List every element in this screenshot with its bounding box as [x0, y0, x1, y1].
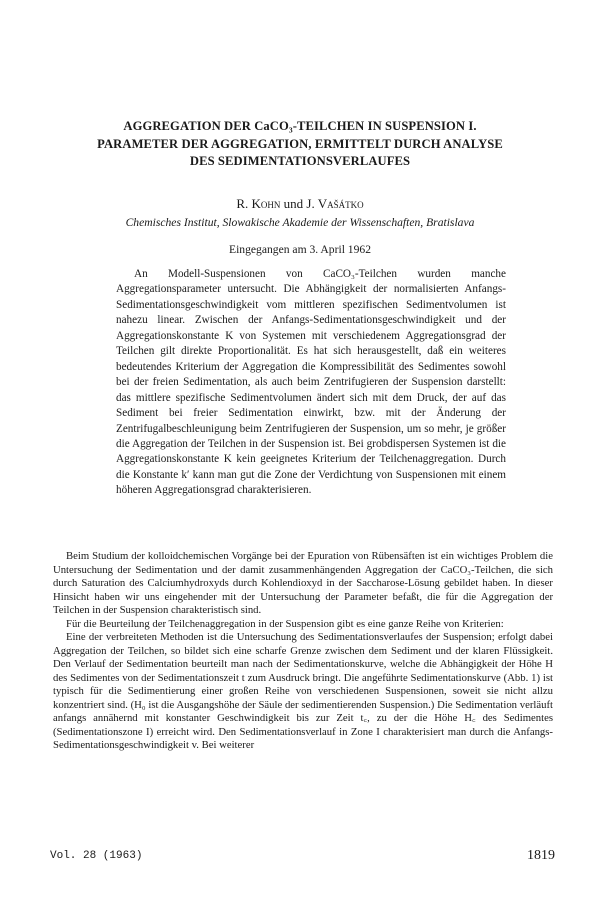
author-1: R. Kohn [236, 196, 281, 211]
body-text [53, 550, 553, 753]
received-date: Eingegangen am 3. April 1962 [229, 243, 371, 256]
author-2: J. Vašátko [306, 196, 364, 211]
article-title-line-2: PARAMETER DER AGGREGATION, ERMITTELT DURCH ANALYSE [97, 137, 503, 151]
body-paragraph-1: Beim Studium der kolloidchemischen Vorgänge bei der Epuration von Rübensäften ist ein wichtiges Problem die Untersuchung der Sedimentation und der damit zusammenhängenden Aggregation der CaCO₃-Teilchen, die sich durch Saturation des Calciumhydroxyds durch Kohlendioxyd in der Saccharose-Lösung gebildet haben. In dieser Hinsicht haben wir uns eingehender mit der Untersuchung der Parameter befaßt, die für die Aggregation der Teilchen in der Suspension charakteristisch sind. [53, 550, 553, 616]
body-paragraph-3: Eine der verbreiteten Methoden ist die Untersuchung des Sedimentationsverlaufes der Suspension; erfolgt dabei Aggregation der Teilchen, so bildet sich eine scharfe Grenze zwischen dem Sediment und der klaren Flüssigkeit. Den Verlauf der Sedimentation beurteilt man nach der Sedimentationskurve, welche die Abhängigkeit der Höhe H des Sedimentes von der Sedimentationszeit t zum Ausdruck bringt. Die angeführte Sedimentationskurve (Abb. 1) ist typisch für die Sedimentierung einer großen Reihe von verschiedenen Suspensionen, soweit sie nicht allzu konzentriert sind. (H₀ ist die Ausgangshöhe der Säule der sedimentierenden Suspension.) Die Sedimentation verläuft anfangs annähernd mit konstanter Geschwindigkeit bis zur Zeit t꜀, zu der die Höhe H꜀ des Sedimentes (Sedimentationszone I) erreicht wird. Den Sedimentationsverlauf in Zone I charakterisiert man durch die Anfangs-Sedimentationsgeschwindigkeit v. Bei weiterer [53, 631, 553, 751]
authors [0, 196, 600, 212]
body-paragraph-2: Für die Beurteilung der Teilchenaggregation in der Suspension gibt es eine ganze Reihe von Kriterien: [66, 617, 504, 630]
page-footer [50, 848, 555, 868]
article-title-line-1: AGGREGATION DER CaCO₃-TEILCHEN IN SUSPENSION I. [123, 119, 477, 133]
author-conjunction: und [283, 196, 304, 211]
article-title-line-3: DES SEDIMENTATIONSVERLAUFES [189, 154, 411, 168]
page-number: 1819 [527, 848, 555, 863]
journal-volume: Vol. 28 (1963) [50, 850, 143, 862]
affiliation: Chemisches Institut, Slowakische Akademie der Wissenschaften, Bratislava [125, 216, 475, 229]
abstract: An Modell-Suspensionen von CaCO₃-Teilchen wurden manche Aggregationsparameter untersucht. Die Abhängigkeit der normalisierten Anfangs-Sedimentationsgeschwindigkeit vom mittleren spezifischen Sedimentvolumen ist nahezu linear. Zwischen der Anfangs-Sedimentationsgeschwindigkeit und der Aggregationskonstante K von Systemen mit verschiedenem Aggregationsgrad der Teilchen gilt direkte Proportionalität. Es hat sich herausgestellt, daß ein weiteres bedeutendes Kriterium der Aggregation die Kompressibilität des Sedimentes sowohl bei der freien Sedimentation, als auch beim Zentrifugieren der Suspension darstellt: das mittlere spezifische Sedimentvolumen ändert sich mit dem Druck, der auf das Sediment bei freier Sedimentation einwirkt, bzw. mit der Änderung der Zentrifugalbeschleunigung beim Zentrifugieren der Suspension, um so mehr, je größer die Aggregation der Teilchen in der Suspension ist. Bei grobdispersen Systemen ist die Aggregationskonstante K kein geeignetes Kriterium der Teilchenaggregation. Durch die Konstante k′ kann man gut die Zone der Verdichtung von Suspensionen mit einem höheren Aggregationsgrad charakterisieren. [116, 268, 506, 497]
